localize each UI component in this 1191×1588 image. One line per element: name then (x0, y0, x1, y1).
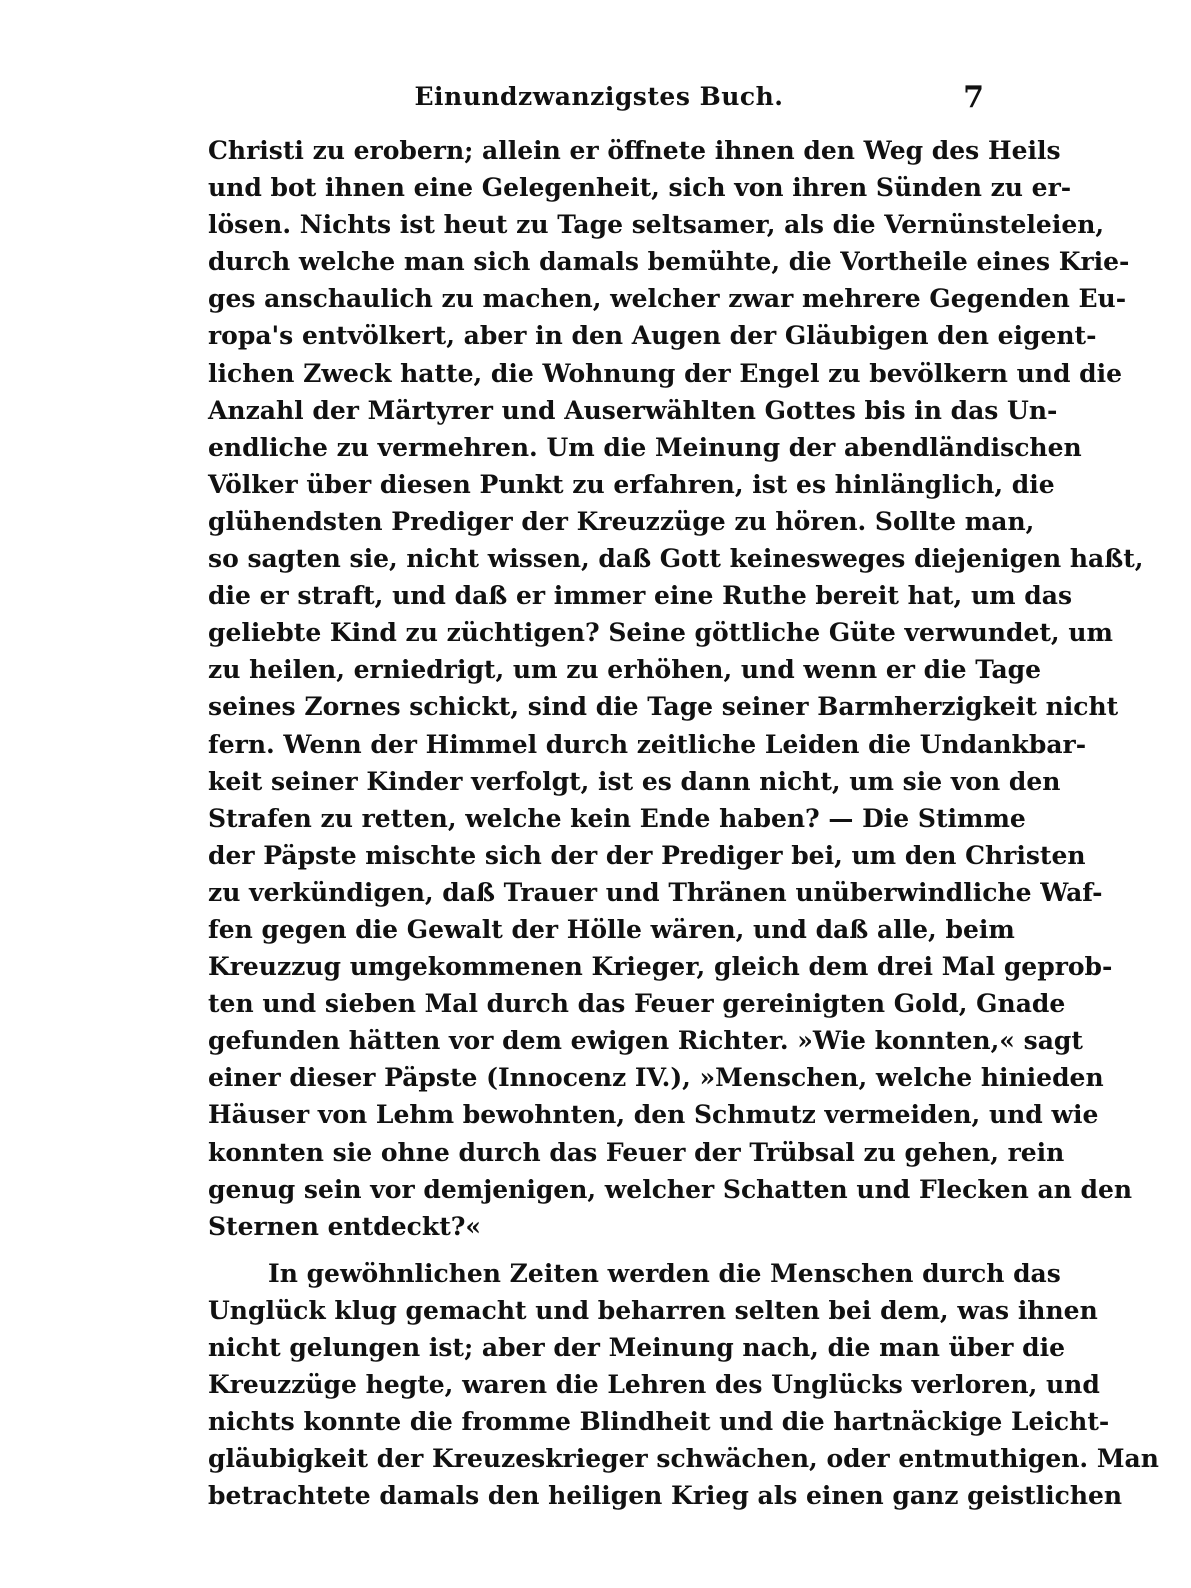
text-line: ten und sieben Mal durch das Feuer gereinigten Gold, Gnade (208, 989, 1066, 1019)
text-line: zu verkündigen, daß Trauer und Thränen unüberwindliche Waf- (208, 877, 1103, 907)
text-line: Anzahl der Märtyrer und Auserwählten Gottes bis in das Un- (208, 395, 1058, 425)
text-line: fern. Wenn der Himmel durch zeitliche Leiden die Undankbar- (208, 729, 1087, 759)
text-line: geliebte Kind zu züchtigen? Seine göttliche Güte verwundet, um (208, 618, 1113, 648)
text-line: die er straft, und daß er immer eine Ruthe bereit hat, um das (208, 581, 1073, 611)
text-line: betrachtete damals den heiligen Krieg als einen ganz geistlichen (208, 1481, 1123, 1511)
text-line: lösen. Nichts ist heut zu Tage seltsamer, als die Vernünsteleien, (208, 210, 1105, 240)
text-line: nichts konnte die fromme Blindheit und die hartnäckige Leicht- (208, 1407, 1110, 1437)
text-line: gläubigkeit der Kreuzeskrieger schwächen, oder entmuthigen. Man (208, 1444, 1159, 1474)
text-line: ges anschaulich zu machen, welcher zwar mehrere Gegenden Eu- (208, 284, 1127, 314)
text-line: nicht gelungen ist; aber der Meinung nach, die man über die (208, 1333, 1066, 1362)
text-line: fen gegen die Gewalt der Hölle wären, und daß alle, beim (208, 914, 1015, 944)
paragraph-gap (208, 1245, 984, 1255)
text-line: In gewöhnlichen Zeiten werden die Menschen durch das (268, 1258, 1061, 1288)
text-line: zu heilen, erniedrigt, um zu erhöhen, und wenn er die Tage (208, 655, 1042, 685)
text-line: Häuser von Lehm bewohnten, den Schmutz vermeiden, und wie (208, 1100, 1099, 1130)
paragraph (208, 132, 1144, 1245)
text-line: Kreuzzüge hegte, waren die Lehren des Unglücks verloren, und (208, 1370, 1100, 1400)
text-line: durch welche man sich damals bemühte, die Vortheile eines Krie- (208, 247, 1130, 277)
page-number: 7 (963, 80, 984, 115)
text-line: Strafen zu retten, welche kein Ende haben? — Die Stimme (208, 803, 1026, 833)
text-line: ropa's entvölkert, aber in den Augen der Gläubigen den eigent- (208, 321, 1097, 351)
running-title: Einundzwanzigstes Buch. (414, 82, 784, 111)
text-line: Kreuzzug umgekommenen Krieger, gleich dem drei Mal geprob- (208, 952, 1113, 982)
text-line: Sternen entdeckt?« (208, 1211, 482, 1241)
text-line: seines Zornes schickt, sind die Tage seiner Barmherzigkeit nicht (208, 692, 1119, 722)
text-line: endliche zu vermehren. Um die Meinung der abendländischen (208, 432, 1082, 462)
text-line: genug sein vor demjenigen, welcher Schatten und Flecken an den (208, 1174, 1133, 1204)
body-text (208, 132, 1159, 1514)
text-line: glühendsten Prediger der Kreuzzüge zu hören. Sollte man, (208, 506, 1035, 536)
running-head (210, 82, 988, 122)
text-line: und bot ihnen eine Gelegenheit, sich von ihren Sünden zu er- (208, 173, 1072, 203)
text-line: Christi zu erobern; allein er öffnete ihnen den Weg des Heils (208, 136, 1061, 165)
text-line: der Päpste mischte sich der der Prediger bei, um den Christen (208, 840, 1086, 870)
text-line: lichen Zweck hatte, die Wohnung der Engel zu bevölkern und die (208, 358, 1123, 388)
text-line: einer dieser Päpste (Innocenz IV.), »Menschen, welche hinieden (208, 1063, 1104, 1093)
paragraph (208, 1255, 1159, 1515)
text-line: konnten sie ohne durch das Feuer der Trübsal zu gehen, rein (208, 1137, 1065, 1167)
text-line: keit seiner Kinder verfolgt, ist es dann nicht, um sie von den (208, 766, 1061, 796)
text-line: so sagten sie, nicht wissen, daß Gott keinesweges diejenigen haßt, (208, 544, 1144, 574)
text-line: gefunden hätten vor dem ewigen Richter. »Wie konnten,« sagt (208, 1026, 1083, 1056)
text-line: Völker über diesen Punkt zu erfahren, ist es hinlänglich, die (208, 469, 1055, 499)
text-line: Unglück klug gemacht und beharren selten bei dem, was ihnen (208, 1295, 1098, 1325)
